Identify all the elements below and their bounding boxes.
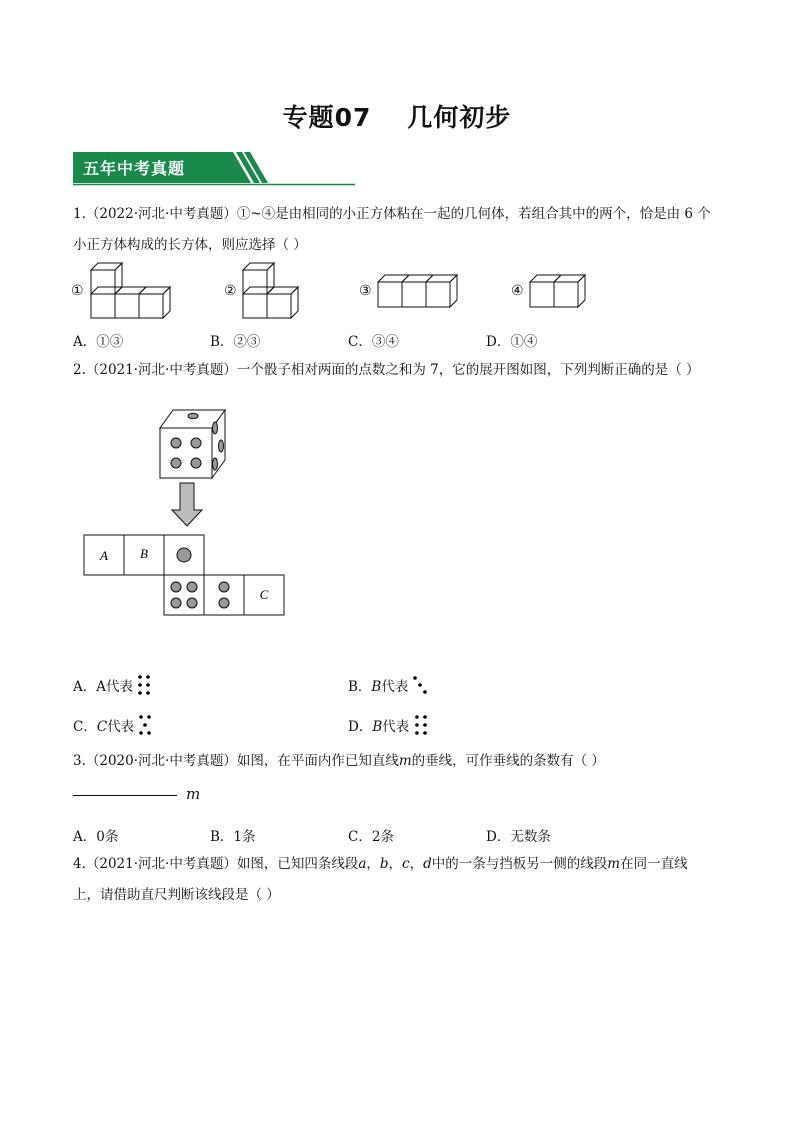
q1-text-line2: 小正方体构成的长方体，则应选择（ ） — [73, 237, 307, 253]
title-sub: 几何初步 — [407, 103, 512, 132]
q1-figure-label-4: ④ — [511, 283, 524, 299]
dice-three-dots-icon — [413, 674, 427, 696]
page-title — [0, 98, 794, 134]
q2-option-a: A．A代表 — [73, 675, 151, 696]
q2-text: 2.（2021·河北·中考真题）一个骰子相对两面的点数之和为 7，它的展开图如图，下列判断正确的是（ ） — [73, 362, 700, 378]
q3-line-label: m — [186, 785, 201, 803]
dice-six-dots-icon — [414, 714, 428, 736]
q4-text-line2: 上，请借助直尺判断该线段是（ ） — [73, 887, 280, 903]
q1-figure-4 — [527, 272, 597, 312]
q1-figure-label-3: ③ — [359, 283, 372, 299]
q3-option-c: C．2条 — [348, 829, 394, 845]
down-arrow-icon — [172, 483, 202, 526]
q3-option-d: D．无数条 — [486, 829, 551, 845]
q1-option-b: B．②③ — [210, 334, 261, 350]
q3-option-a: A．0条 — [73, 829, 119, 845]
q3-line-m — [73, 795, 177, 796]
q1-figure-label-1: ① — [71, 283, 84, 299]
q1-figure-2 — [240, 262, 310, 322]
q1-figure-3 — [375, 272, 465, 312]
net-label-c: C — [259, 587, 269, 602]
section-banner — [73, 150, 358, 186]
q2-option-b: B．B代表 — [348, 675, 427, 696]
q2-dice-net — [83, 534, 293, 620]
q4-text-line1: 4.（2021·河北·中考真题）如图，已知四条线段a，b，c，d中的一条与挡板另一侧的线段m在同一直线 — [73, 856, 688, 872]
q3-option-b: B．1条 — [210, 829, 256, 845]
net-label-b: B — [140, 546, 148, 561]
banner-label: 五年中考真题 — [83, 159, 186, 178]
q1-option-a: A．①③ — [73, 334, 124, 350]
dice-six-dots-icon — [137, 674, 151, 696]
q3-text: 3.（2020·河北·中考真题）如图，在平面内作已知直线m的垂线，可作垂线的条数有（ ） — [73, 753, 605, 769]
q1-option-d: D．①④ — [486, 334, 538, 350]
q2-option-c: C．C代表 — [73, 715, 152, 736]
q1-text-line1: 1.（2022·河北·中考真题）①~④是由相同的小正方体粘在一起的几何体，若组合其中的两个，恰是由 6 个 — [73, 206, 711, 222]
q2-option-d: D．B代表 — [348, 715, 428, 736]
q1-figure-1 — [88, 262, 178, 322]
dice-five-dots-icon — [138, 714, 152, 736]
title-main: 专题07 — [282, 103, 372, 132]
net-label-a: A — [100, 548, 108, 563]
q1-option-c: C．③④ — [348, 334, 399, 350]
q2-dice-figure — [150, 400, 240, 530]
q1-figure-label-2: ② — [224, 283, 237, 299]
